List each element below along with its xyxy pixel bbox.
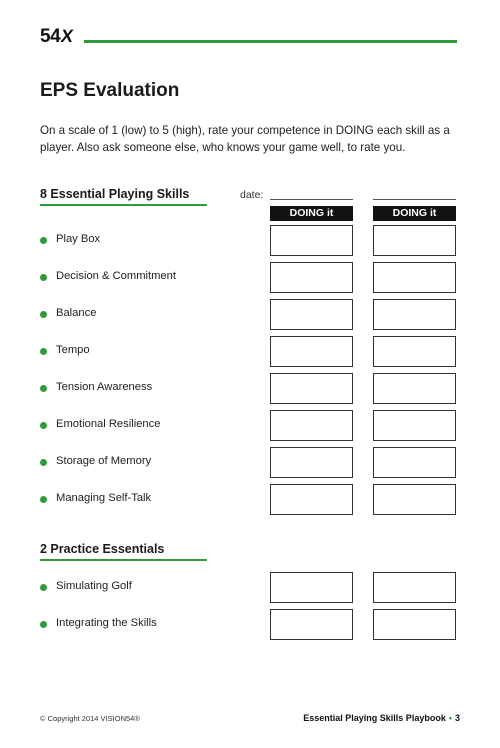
bullet-icon: [40, 385, 47, 392]
bullet-icon: [40, 237, 47, 244]
skill-label: Tension Awareness: [56, 381, 153, 393]
section-heading-skills: 8 Essential Playing Skills: [40, 187, 190, 201]
column-header-other: DOING it: [373, 206, 456, 221]
rating-box-self[interactable]: [270, 572, 353, 603]
page-title: EPS Evaluation: [40, 80, 180, 101]
rating-box-self[interactable]: [270, 373, 353, 404]
rating-box-other[interactable]: [373, 609, 456, 640]
skill-label: Managing Self-Talk: [56, 492, 152, 504]
book-title: Essential Playing Skills Playbook: [303, 713, 446, 723]
date-line-self[interactable]: [270, 199, 353, 200]
bullet-icon: [40, 422, 47, 429]
skill-label: Simulating Golf: [56, 580, 132, 592]
column-header-self: DOING it: [270, 206, 353, 221]
section-rule-practice: [40, 559, 207, 561]
rating-box-other[interactable]: [373, 572, 456, 603]
header-rule: [84, 40, 457, 43]
rating-box-self[interactable]: [270, 410, 353, 441]
rating-box-self[interactable]: [270, 609, 353, 640]
rating-box-other[interactable]: [373, 225, 456, 256]
skill-label: Balance: [56, 307, 97, 319]
separator-dot-icon: •: [448, 713, 452, 723]
skill-label: Play Box: [56, 233, 101, 245]
page-number: 3: [454, 713, 460, 723]
bullet-icon: [40, 496, 47, 503]
bullet-icon: [40, 621, 47, 628]
skill-label: Tempo: [56, 344, 90, 356]
rating-box-other[interactable]: [373, 484, 456, 515]
skill-label: Decision & Commitment: [56, 270, 176, 282]
rating-box-self[interactable]: [270, 225, 353, 256]
rating-box-self[interactable]: [270, 336, 353, 367]
logo-figure-icon: X: [59, 26, 75, 46]
date-label: date:: [240, 189, 264, 201]
bullet-icon: [40, 348, 47, 355]
skill-label: Integrating the Skills: [56, 617, 157, 629]
rating-box-other[interactable]: [373, 373, 456, 404]
rating-box-self[interactable]: [270, 447, 353, 478]
skill-label: Storage of Memory: [56, 455, 152, 467]
rating-box-self[interactable]: [270, 262, 353, 293]
section-rule-skills: [40, 204, 207, 206]
section-heading-practice: 2 Practice Essentials: [40, 542, 165, 556]
bullet-icon: [40, 274, 47, 281]
rating-box-other[interactable]: [373, 410, 456, 441]
rating-box-other[interactable]: [373, 299, 456, 330]
rating-box-other[interactable]: [373, 447, 456, 478]
skill-label: Emotional Resilience: [56, 418, 161, 430]
intro-text: On a scale of 1 (low) to 5 (high), rate your competence in DOING each skill as a player. Also ask someone else, who knows your game well, to rate you.: [40, 124, 450, 154]
rating-box-other[interactable]: [373, 262, 456, 293]
copyright-text: © Copyright 2014 VISION54®: [40, 714, 140, 723]
rating-box-self[interactable]: [270, 484, 353, 515]
bullet-icon: [40, 311, 47, 318]
bullet-icon: [40, 584, 47, 591]
page-footer: [303, 713, 460, 723]
rating-box-other[interactable]: [373, 336, 456, 367]
rating-box-self[interactable]: [270, 299, 353, 330]
bullet-icon: [40, 459, 47, 466]
date-line-other[interactable]: [373, 199, 456, 200]
vision54-logo: [40, 26, 73, 48]
logo-text: 54: [40, 26, 61, 47]
